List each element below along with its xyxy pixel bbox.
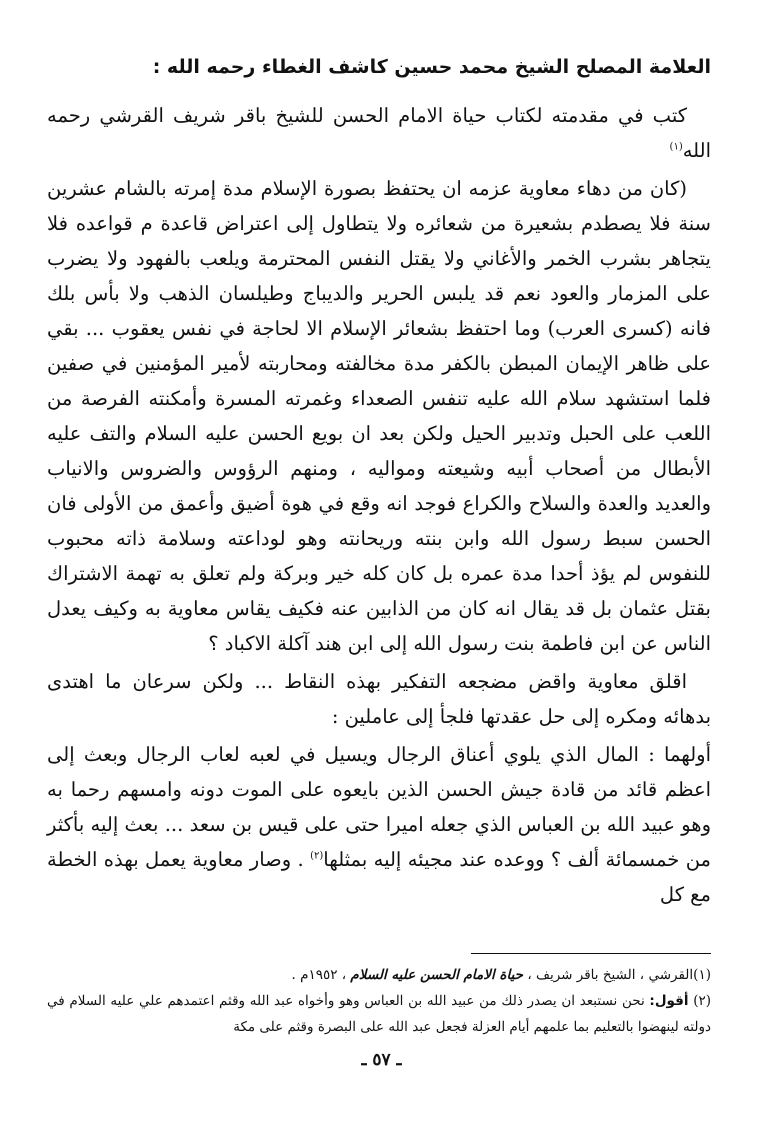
paragraph-3-text: أولهما : المال الذي يلوي أعناق الرجال ويسيل في لعبه لعاب الرجال وبعث إلى اعظم قائد من قادة جيش الحسن الذين بايعوه على الموت دونه وامسهم رحما به وهو عبيد الله بن العباس الذي جعله اميرا حتى على قيس بن سعد ... بعث إليه بأكثر من خمسمائة ألف ؟ ووعده عند مجيئه إليه بمثلها <box>47 743 711 871</box>
paragraph-3-tail: . وصار معاوية يعمل بهذه الخطة مع كل <box>47 848 711 906</box>
footnote-2 <box>47 988 711 1040</box>
paragraph-3 <box>47 737 711 912</box>
body-text <box>47 98 711 915</box>
footnote-ref-1: (١) <box>669 141 683 153</box>
quote-paragraph: (كان من دهاء معاوية عزمه ان يحتفظ بصورة الإسلام مدة إمرته بالشام عشرين سنة فلا يصطدم بشعيرة من شعائره ولا يتطاول إلى اعتراض قاعدة م قواعده فلا يتجاهر بشرب الخمر والأغاني ولا يقتل النفس المحترمة ويلعب بالفهود ولا يضرب على المزمار والعود نعم قد يلبس الحرير والديباج وطيلسان الذهب ولا بأس بلك فانه (كسرى العرب) وما احتفظ بشعائر الإسلام الا لحاجة في نفس يعقوب ... بقي على ظاهر الإيمان المبطن بالكفر مدة مخالفته ومحاربته لأمير المؤمنين في صفين فلما استشهد سلام الله عليه تنفس الصعداء وغمرته المسرة وأمكنته الفرصة من اللعب على الحبل وتدبير الحيل ولكن بعد ان بويع الحسن عليه السلام والتف عليه الأبطال من أصحاب أبيه وشيعته ومواليه ، ومنهم الرؤوس والضروس والانياب والعديد والعدة والسلاح والكراع فوجد انه وقع في هوة أضيق وأعمق من الأولى فان الحسن سبط رسول الله وابن بنته وريحانته وهو لوداعته وسلامة ذاته محبوب للنفوس لم يؤذ أحدا مدة عمره بل كان كله خير وبركة ولم تعلق به تهمة الاشتراك بقتل عثمان بل قد يقال انه كان من الذابين عنه فكيف يقاس معاوية به وكيف يعدل الناس عن ابن فاطمة بنت رسول الله إلى ابن هند آكلة الاكباد ؟ <box>47 177 711 655</box>
footnote-1 <box>47 962 711 988</box>
paragraph-2: اقلق معاوية واقض مضجعه التفكير بهذه النقاط ... ولكن سرعان ما اهتدى بدهائه ومكره إلى حل عقدتها فلجأ إلى عاملين : <box>47 670 711 728</box>
footnote-2-number: (٢) <box>693 993 712 1009</box>
footnotes <box>47 962 711 1040</box>
intro-paragraph <box>47 98 711 168</box>
footnote-1-year: ، ١٩٥٢م . <box>291 967 347 983</box>
footnote-1-number: (١) <box>693 967 711 983</box>
footnote-divider <box>471 953 711 954</box>
section-heading: العلامة المصلح الشيخ محمد حسين كاشف الغطاء رحمه الله : <box>152 56 711 78</box>
footnote-2-label: أقول: <box>649 993 689 1009</box>
footnote-2-text: نحن نستبعد ان يصدر ذلك من عبيد الله بن العباس وهو وأخواه عبد الله وقثم اعتمدهم علي عليه السلام في دولته لينهضوا بالتعليم بما علمهم أيام العزلة فجعل عبد الله على البصرة وقثم على مكة <box>47 993 711 1035</box>
footnote-1-text: القرشي ، الشيخ باقر شريف ، <box>527 967 694 983</box>
page-number: ـ ٥٧ ـ <box>361 1050 402 1070</box>
footnote-1-book-title: حياة الامام الحسن عليه السلام <box>350 967 524 983</box>
footnote-ref-2: (٢) <box>310 850 324 862</box>
intro-text: كتب في مقدمته لكتاب حياة الامام الحسن للشيخ باقر شريف القرشي رحمه الله <box>47 104 711 162</box>
